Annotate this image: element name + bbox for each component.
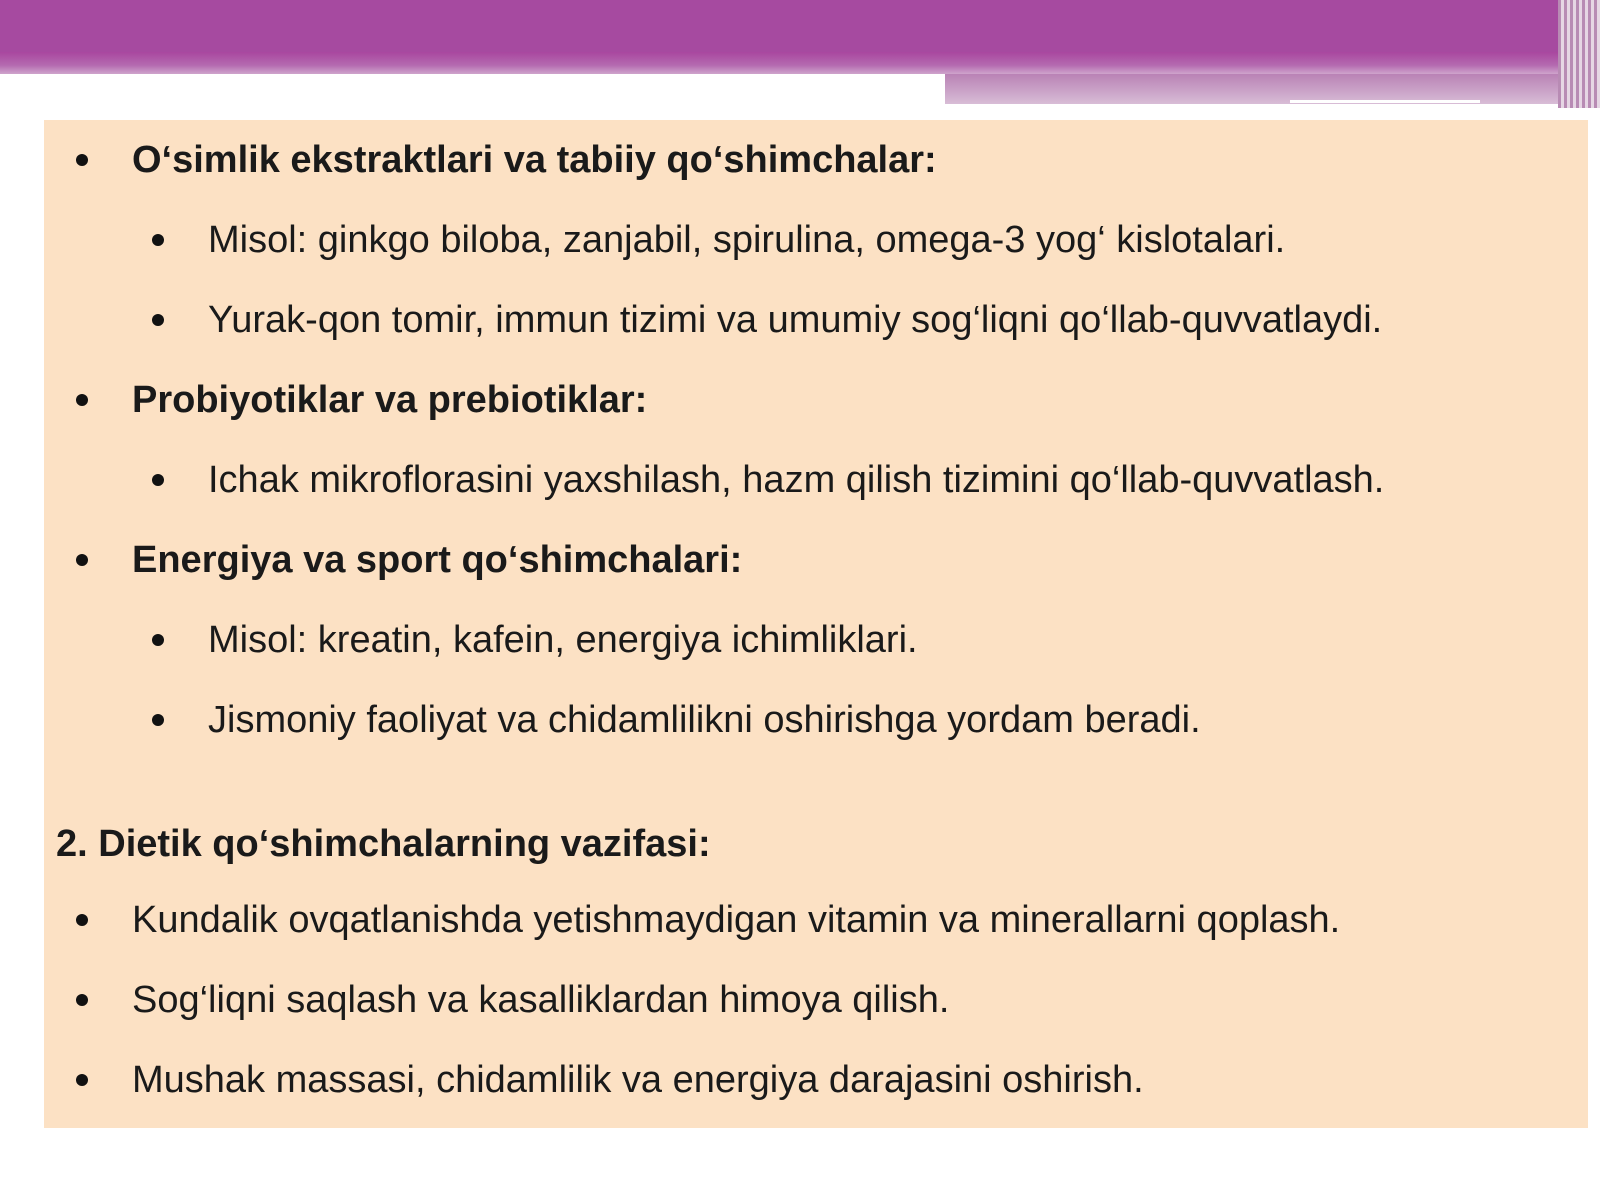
bullet-icon — [76, 554, 88, 566]
list-item-text: O‘simlik ekstraktlari va tabiiy qo‘shimchalar: — [132, 139, 937, 181]
bullet-icon — [152, 714, 164, 726]
bullet-icon — [76, 154, 88, 166]
header-edge-decoration — [1558, 0, 1600, 108]
list-item-text: Kundalik ovqatlanishda yetishmaydigan vitamin va minerallarni qoplash. — [132, 899, 1341, 941]
header-accent-strip — [945, 74, 1575, 104]
list-item-text: Probiyotiklar va prebiotiklar: — [132, 379, 648, 421]
list-item-text: Yurak-qon tomir, immun tizimi va umumiy sog‘liqni qo‘llab-quvvatlaydi. — [208, 299, 1383, 341]
list-item-text: Sog‘liqni saqlash va kasalliklardan himoya qilish. — [132, 979, 950, 1021]
list-item-text: Ichak mikroflorasini yaxshilash, hazm qilish tizimini qo‘llab-quvvatlash. — [208, 459, 1385, 501]
list-item — [0, 134, 1600, 186]
list-item-text: Misol: ginkgo biloba, zanjabil, spirulina, omega-3 yog‘ kislotalari. — [208, 219, 1286, 261]
bullet-icon — [152, 634, 164, 646]
bullet-icon — [76, 394, 88, 406]
header-accent-band — [0, 0, 1600, 52]
list-item — [0, 374, 1600, 426]
list-item — [0, 694, 1600, 746]
list-item — [0, 974, 1600, 1026]
list-item — [0, 894, 1600, 946]
list-item-text: Energiya va sport qo‘shimchalari: — [132, 539, 743, 581]
bullet-icon — [152, 234, 164, 246]
bullet-icon — [76, 1074, 88, 1086]
list-item — [0, 214, 1600, 266]
bullet-icon — [152, 474, 164, 486]
list-item — [0, 614, 1600, 666]
header-accent-shadow — [0, 52, 1600, 74]
list-item-text: Jismoniy faoliyat va chidamlilikni oshirishga yordam beradi. — [208, 699, 1201, 741]
bullet-icon — [76, 994, 88, 1006]
list-item — [0, 1054, 1600, 1106]
list-item — [0, 294, 1600, 346]
bullet-icon — [76, 914, 88, 926]
header-accent-line — [1290, 100, 1480, 103]
list-item-text: Misol: kreatin, kafein, energiya ichimliklari. — [208, 619, 918, 661]
bullet-icon — [152, 314, 164, 326]
list-item — [0, 454, 1600, 506]
list-item-text: Mushak massasi, chidamlilik va energiya darajasini oshirish. — [132, 1059, 1144, 1101]
list-item — [0, 534, 1600, 586]
section-heading: 2. Dietik qo‘shimchalarning vazifasi: — [56, 823, 711, 865]
